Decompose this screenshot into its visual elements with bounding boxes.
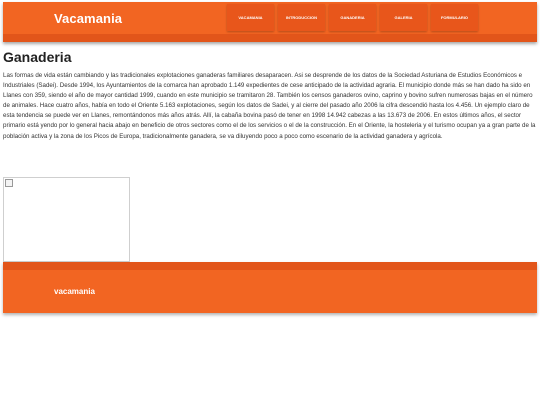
broken-image-icon <box>5 179 13 187</box>
nav-item-ganaderia[interactable]: GANADERIA <box>329 4 376 31</box>
main-nav <box>227 4 478 31</box>
nav-item-introduccion[interactable]: INTRODUCCION <box>278 4 325 31</box>
header-band <box>3 34 537 42</box>
page-title: Ganaderia <box>3 49 72 65</box>
broken-image <box>3 177 130 262</box>
site-brand[interactable]: Vacamania <box>54 11 123 26</box>
nav-item-formulario[interactable]: FORMULARIO <box>431 4 478 31</box>
site-footer <box>3 262 537 313</box>
nav-item-galeria[interactable]: GALERIA <box>380 4 427 31</box>
footer-band <box>3 262 537 270</box>
nav-item-vacamania[interactable]: VACAMANIA <box>227 4 274 31</box>
footer-brand[interactable]: vacamania <box>54 287 95 296</box>
article-paragraph: Las formas de vida están cambiando y las tradicionales explotaciones ganaderas familiares desaparacen. Asi se desprende de los datos de la Sociedad Asturiana de Estudios Económicos e Industriales (Sadei). Desde 1994, los Ayuntamientos de la comarca han aprobado 1.149 expedientes de cese anticipado de la actividad agraria. El municipio donde más se han dado ha sido en Llanes con 359, siendo el año de mayor cantidad 1999, cuando en este municipio se tramitaron 28. También los censos ganaderos ovino, caprino y bovino sufren numerosas bajas en el número de animales. Hace cuatro años, había en todo el Oriente 5.163 explotaciones, según los datos de Sadei, y al cierre del pasado año 2006 la cifra descendió hasta los 4.456. Un ejemplo claro de esta tendencia se puede ver en Llanes, remontándonos más años atrás. Allí, la cabaña bovina pasó de tener en 1998 14.942 cabezas a las 13.673 de 2006. En estos últimos años, el sector primario está yendo por lo general hacia abajo en beneficio de otros sectores como el de los servicios o el de la construcción. En el Oriente, la hosteleria y el turismo ocupan ya a gran parte de la población activa y la zona de los Picos de Europa, tradicionalmente ganadera, se va diluyendo poco a poco como escenario de la actividad ganadera y agrícola. <box>3 72 536 140</box>
site-header <box>3 2 537 42</box>
main-content <box>3 49 537 142</box>
